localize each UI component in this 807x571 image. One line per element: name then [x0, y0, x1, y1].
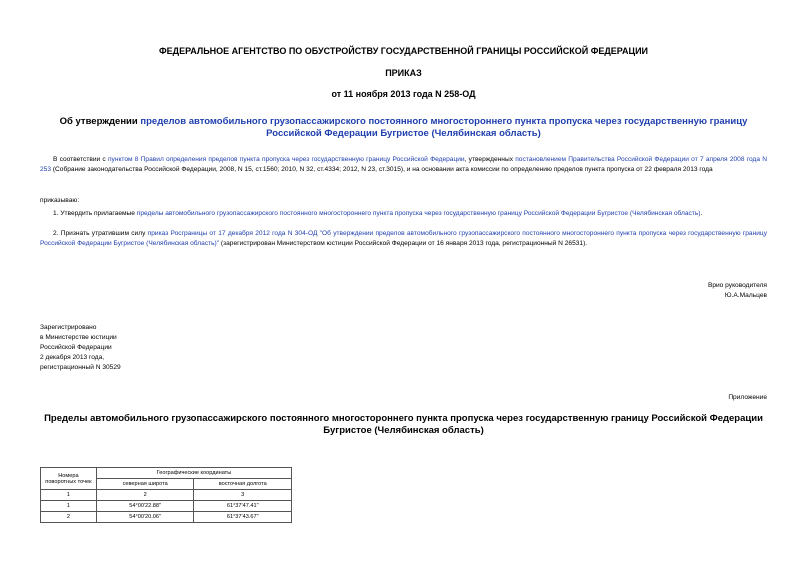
registration-line: регистрационный N 30529: [40, 364, 121, 371]
title-prefix: Об утверждении: [59, 116, 141, 127]
preamble-text-2: , утвержденных: [464, 156, 516, 163]
limits-link[interactable]: пределы автомобильного грузопассажирского постоянного многостороннего пункта пропуска через государственную границу Российской Федерации Бугристое (Челябинская область): [136, 210, 701, 217]
document-type: ПРИКАЗ: [385, 68, 422, 78]
table-cell: 2: [41, 512, 97, 523]
order-word: приказываю:: [40, 197, 80, 204]
table-cell: 54°00'22.88": [96, 501, 194, 512]
table-row: [41, 512, 292, 523]
table-cell: 1: [41, 490, 97, 501]
points-column-header: Номера поворотных точек: [41, 468, 97, 490]
registration-line: Российской Федерации: [40, 344, 112, 351]
column-number-row: [41, 490, 292, 501]
longitude-header: восточная долгота: [194, 479, 292, 490]
signatory-name: Ю.А.Мальцев: [724, 292, 767, 299]
table-cell: 3: [194, 490, 292, 501]
table-cell: 1: [41, 501, 97, 512]
item2-text-1: 2. Признать утратившим силу: [53, 230, 148, 237]
preamble-text-1: В соответствии с: [53, 156, 108, 163]
rules-point-8-link[interactable]: пунктом 8 Правил определения пределов пункта пропуска через государственную границу Российской Федерации: [107, 156, 465, 163]
preamble-text-3: (Собрание законодательства Российской Федерации, 2008, N 15, ст.1560; 2010, N 32, ст.4334; 2012, N 23, ст.3015), и на основании акта комиссии по определению пределов пункта пропуска от 22 февраля 2013 года: [51, 165, 713, 173]
coordinates-table: [40, 467, 292, 523]
registration-line: Зарегистрировано: [40, 324, 97, 331]
table-row: [41, 501, 292, 512]
table-cell: 61°37'47.41": [194, 501, 292, 512]
government-decree-link[interactable]: постановлением Правительства Российской Федерации от 7 апреля 2008 года N 253: [40, 156, 767, 173]
signatory-role: Врио руководителя: [707, 282, 767, 289]
order-date-number: от 11 ноября 2013 года N 258-ОД: [331, 89, 476, 99]
agency-name: ФЕДЕРАЛЬНОЕ АГЕНТСТВО ПО ОБУСТРОЙСТВУ ГОСУДАРСТВЕННОЙ ГРАНИЦЫ РОССИЙСКОЙ ФЕДЕРАЦИИ: [158, 46, 649, 56]
table-cell: 2: [96, 490, 194, 501]
repealed-order-link[interactable]: приказ Росграницы от 17 декабря 2012 года N 304-ОД "Об утверждении пределов автомобильного грузопассажирского постоянного многостороннего пункта пропуска через государственную границу Российской Федерации Бугристое (Челябинская область)": [40, 230, 768, 247]
order-item-2: [40, 229, 767, 248]
registration-block: [40, 323, 121, 373]
registration-line: в Министерстве юстиции: [40, 334, 117, 341]
order-item-1: [53, 209, 767, 219]
signature-block: [708, 281, 767, 301]
registration-line: 2 декабря 2013 года,: [40, 354, 105, 361]
item1-text-1: 1. Утвердить прилагаемые: [53, 210, 137, 217]
appendix-label: Приложение: [728, 394, 767, 401]
preamble-paragraph: [40, 155, 767, 174]
item1-text-2: .: [700, 210, 703, 217]
table-cell: 61°37'43.67": [194, 512, 292, 523]
title-link[interactable]: пределов автомобильного грузопассажирского постоянного многостороннего пункта пропуска через государственную границу Российской Федерации Бугристое (Челябинская область): [140, 116, 748, 139]
table-cell: 54°00'20.06": [96, 512, 194, 523]
latitude-header: северная широта: [96, 479, 194, 490]
item2-text-2: (зарегистрирован Министерством юстиции Российской Федерации от 16 января 2013 года, регистрационный N 26531).: [219, 239, 588, 247]
coordinates-group-header: Географические координаты: [96, 468, 291, 479]
document-title: [48, 116, 759, 140]
appendix-title: Пределы автомобильного грузопассажирского постоянного многостороннего пункта пропуска через государственную границу Российской Федерации Бугристое (Челябинская область): [44, 413, 763, 436]
